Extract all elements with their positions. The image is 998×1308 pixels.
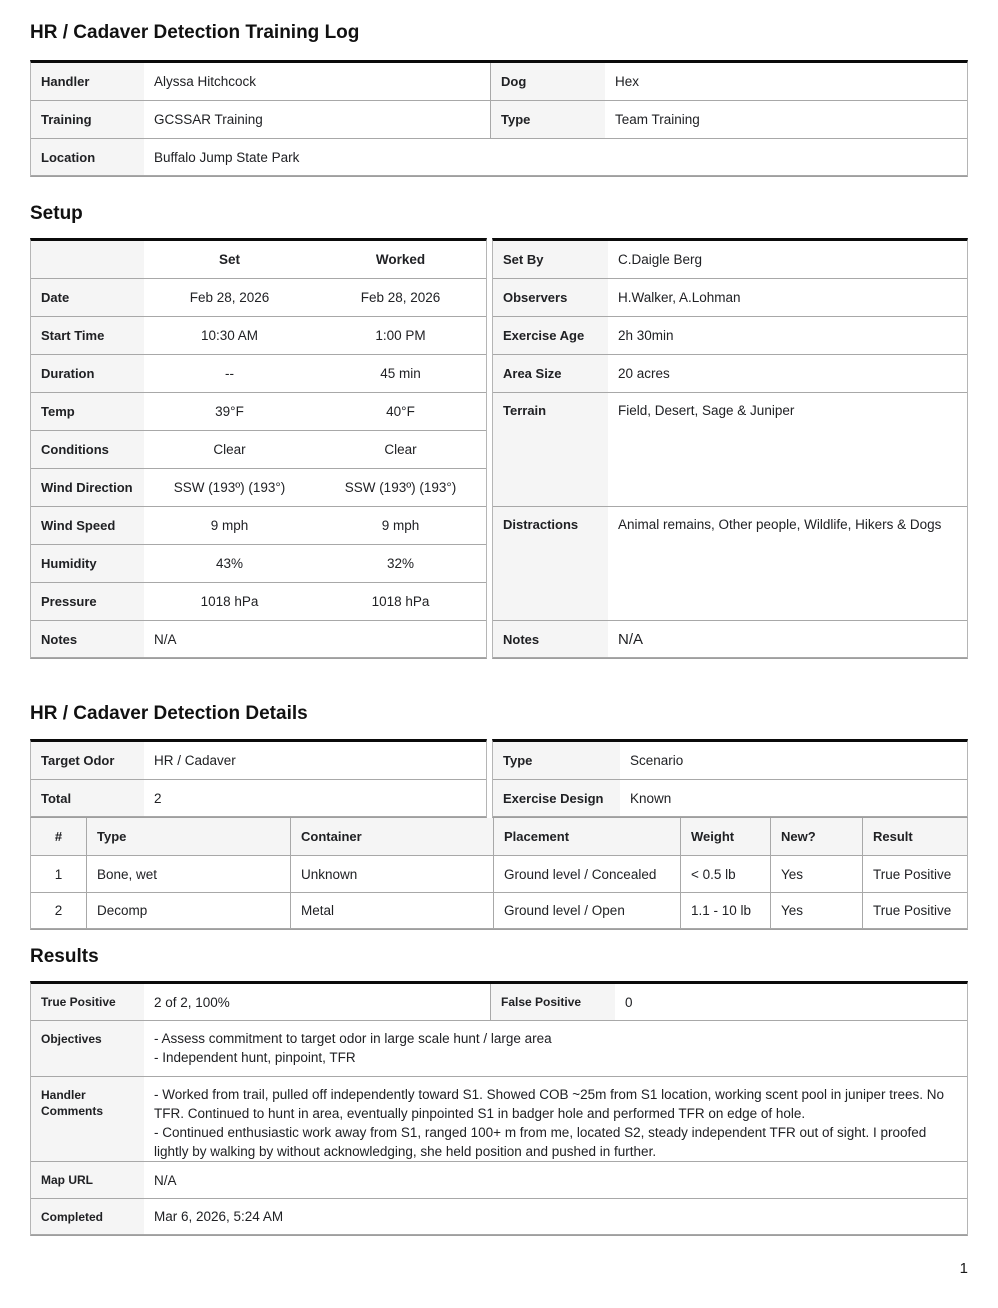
aids-header-container: Container (290, 818, 493, 856)
aid-row-type: Decomp (86, 893, 290, 929)
duration-label: Duration (31, 355, 144, 393)
aid-row-weight: 1.1 - 10 lb (680, 893, 770, 929)
aids-header-placement: Placement (493, 818, 680, 856)
wind-direction-label: Wind Direction (31, 469, 144, 507)
aid-row-weight: < 0.5 lb (680, 856, 770, 893)
conditions-set: Clear (144, 431, 315, 469)
completed-label: Completed (31, 1199, 144, 1235)
aid-row-container: Unknown (290, 856, 493, 893)
humidity-set: 43% (144, 545, 315, 583)
details-summary-left (30, 739, 487, 818)
handler-comment: - Continued enthusiastic work away from S1, ranged 100+ m from me, located S2, steady independent TFR out of sight. I proofed lightly by walking by without acknowledging, she held position and pushed in further. (154, 1125, 927, 1159)
handler-comments-value (144, 1077, 967, 1162)
pressure-label: Pressure (31, 583, 144, 621)
humidity-worked: 32% (315, 545, 486, 583)
aids-header-number: # (31, 818, 86, 856)
aid-row-result: True Positive (862, 856, 967, 893)
objective-line: - Assess commitment to target odor in large scale hunt / large area (154, 1031, 552, 1046)
exercise-age-value: 2h 30min (608, 317, 967, 355)
set-by-value: C.Daigle Berg (608, 241, 967, 279)
setup-notes-value: N/A (144, 621, 486, 658)
dog-value: Hex (605, 63, 967, 101)
conditions-worked: Clear (315, 431, 486, 469)
setup-info-table (492, 238, 968, 659)
handler-label: Handler (31, 63, 144, 101)
handler-comment: - Worked from trail, pulled off independently toward S1. Showed COB ~25m from S1 location, working scent pool in juniper trees. No TFR. Continued to hunt in area, eventually pinpointed S1 in badger hole and performed TFR on edge of hole. (154, 1087, 945, 1121)
start-time-worked: 1:00 PM (315, 317, 486, 355)
start-time-label: Start Time (31, 317, 144, 355)
training-value: GCSSAR Training (144, 101, 490, 139)
aid-row-new: Yes (770, 893, 862, 929)
setup-tables (30, 238, 968, 659)
setup-conditions-table (30, 238, 487, 659)
temp-set: 39°F (144, 393, 315, 431)
start-time-set: 10:30 AM (144, 317, 315, 355)
aid-row-number: 2 (31, 893, 86, 929)
aid-row-placement: Ground level / Concealed (493, 856, 680, 893)
terrain-value: Field, Desert, Sage & Juniper (608, 393, 967, 507)
aid-row-result: True Positive (862, 893, 967, 929)
location-label: Location (31, 139, 144, 176)
pressure-worked: 1018 hPa (315, 583, 486, 621)
results-title: Results (30, 946, 99, 967)
details-title: HR / Cadaver Detection Details (30, 703, 308, 724)
temp-label: Temp (31, 393, 144, 431)
wind-direction-set: SSW (193º) (193°) (144, 469, 315, 507)
exercise-age-label: Exercise Age (493, 317, 608, 355)
aid-row-container: Metal (290, 893, 493, 929)
true-positive-label: True Positive (31, 984, 144, 1021)
conditions-label: Conditions (31, 431, 144, 469)
aids-table (30, 818, 968, 930)
area-size-label: Area Size (493, 355, 608, 393)
objectives-label: Objectives (31, 1021, 144, 1077)
temp-worked: 40°F (315, 393, 486, 431)
aid-row-type: Bone, wet (86, 856, 290, 893)
handler-value: Alyssa Hitchcock (144, 63, 490, 101)
results-table (30, 981, 968, 1236)
setup-right-notes-label: Notes (493, 621, 608, 658)
header-info-table (30, 60, 968, 177)
target-odor-value: HR / Cadaver (144, 742, 486, 780)
completed-value: Mar 6, 2026, 5:24 AM (144, 1199, 967, 1235)
observers-value: H.Walker, A.Lohman (608, 279, 967, 317)
location-value: Buffalo Jump State Park (144, 139, 967, 176)
false-positive-label: False Positive (490, 984, 615, 1021)
wind-direction-worked: SSW (193º) (193°) (315, 469, 486, 507)
distractions-value: Animal remains, Other people, Wildlife, Hikers & Dogs (608, 507, 967, 621)
true-positive-value: 2 of 2, 100% (144, 984, 490, 1021)
aids-header-type: Type (86, 818, 290, 856)
setup-corner-cell (31, 241, 144, 279)
exercise-design-value: Known (620, 780, 967, 817)
setup-title: Setup (30, 203, 83, 224)
map-url-label: Map URL (31, 1162, 144, 1199)
target-odor-label: Target Odor (31, 742, 144, 780)
handler-comments-label: Handler Comments (31, 1077, 144, 1162)
date-label: Date (31, 279, 144, 317)
date-worked: Feb 28, 2026 (315, 279, 486, 317)
terrain-label: Terrain (493, 393, 608, 507)
map-url-value: N/A (144, 1162, 967, 1199)
pressure-set: 1018 hPa (144, 583, 315, 621)
wind-speed-label: Wind Speed (31, 507, 144, 545)
details-summary-tables (30, 739, 968, 818)
detail-type-label: Type (493, 742, 620, 780)
duration-set: -- (144, 355, 315, 393)
setup-right-notes-value: N/A (608, 621, 967, 658)
distractions-label: Distractions (493, 507, 608, 621)
set-column-header: Set (144, 241, 315, 279)
aid-row-new: Yes (770, 856, 862, 893)
duration-worked: 45 min (315, 355, 486, 393)
exercise-design-label: Exercise Design (493, 780, 620, 817)
page-title: HR / Cadaver Detection Training Log (30, 22, 360, 43)
aids-header-result: Result (862, 818, 967, 856)
observers-label: Observers (493, 279, 608, 317)
objective-line: - Independent hunt, pinpoint, TFR (154, 1050, 356, 1065)
aids-header-weight: Weight (680, 818, 770, 856)
details-summary-right (492, 739, 968, 818)
worked-column-header: Worked (315, 241, 486, 279)
total-label: Total (31, 780, 144, 817)
aids-header-new: New? (770, 818, 862, 856)
date-set: Feb 28, 2026 (144, 279, 315, 317)
objectives-value (144, 1021, 967, 1077)
detail-type-value: Scenario (620, 742, 967, 780)
total-value: 2 (144, 780, 486, 817)
type-label: Type (490, 101, 605, 139)
setup-notes-label: Notes (31, 621, 144, 658)
wind-speed-set: 9 mph (144, 507, 315, 545)
dog-label: Dog (490, 63, 605, 101)
false-positive-value: 0 (615, 984, 967, 1021)
set-by-label: Set By (493, 241, 608, 279)
area-size-value: 20 acres (608, 355, 967, 393)
aid-row-number: 1 (31, 856, 86, 893)
page-number: 1 (959, 1260, 968, 1277)
training-label: Training (31, 101, 144, 139)
type-value: Team Training (605, 101, 967, 139)
humidity-label: Humidity (31, 545, 144, 583)
aid-row-placement: Ground level / Open (493, 893, 680, 929)
wind-speed-worked: 9 mph (315, 507, 486, 545)
